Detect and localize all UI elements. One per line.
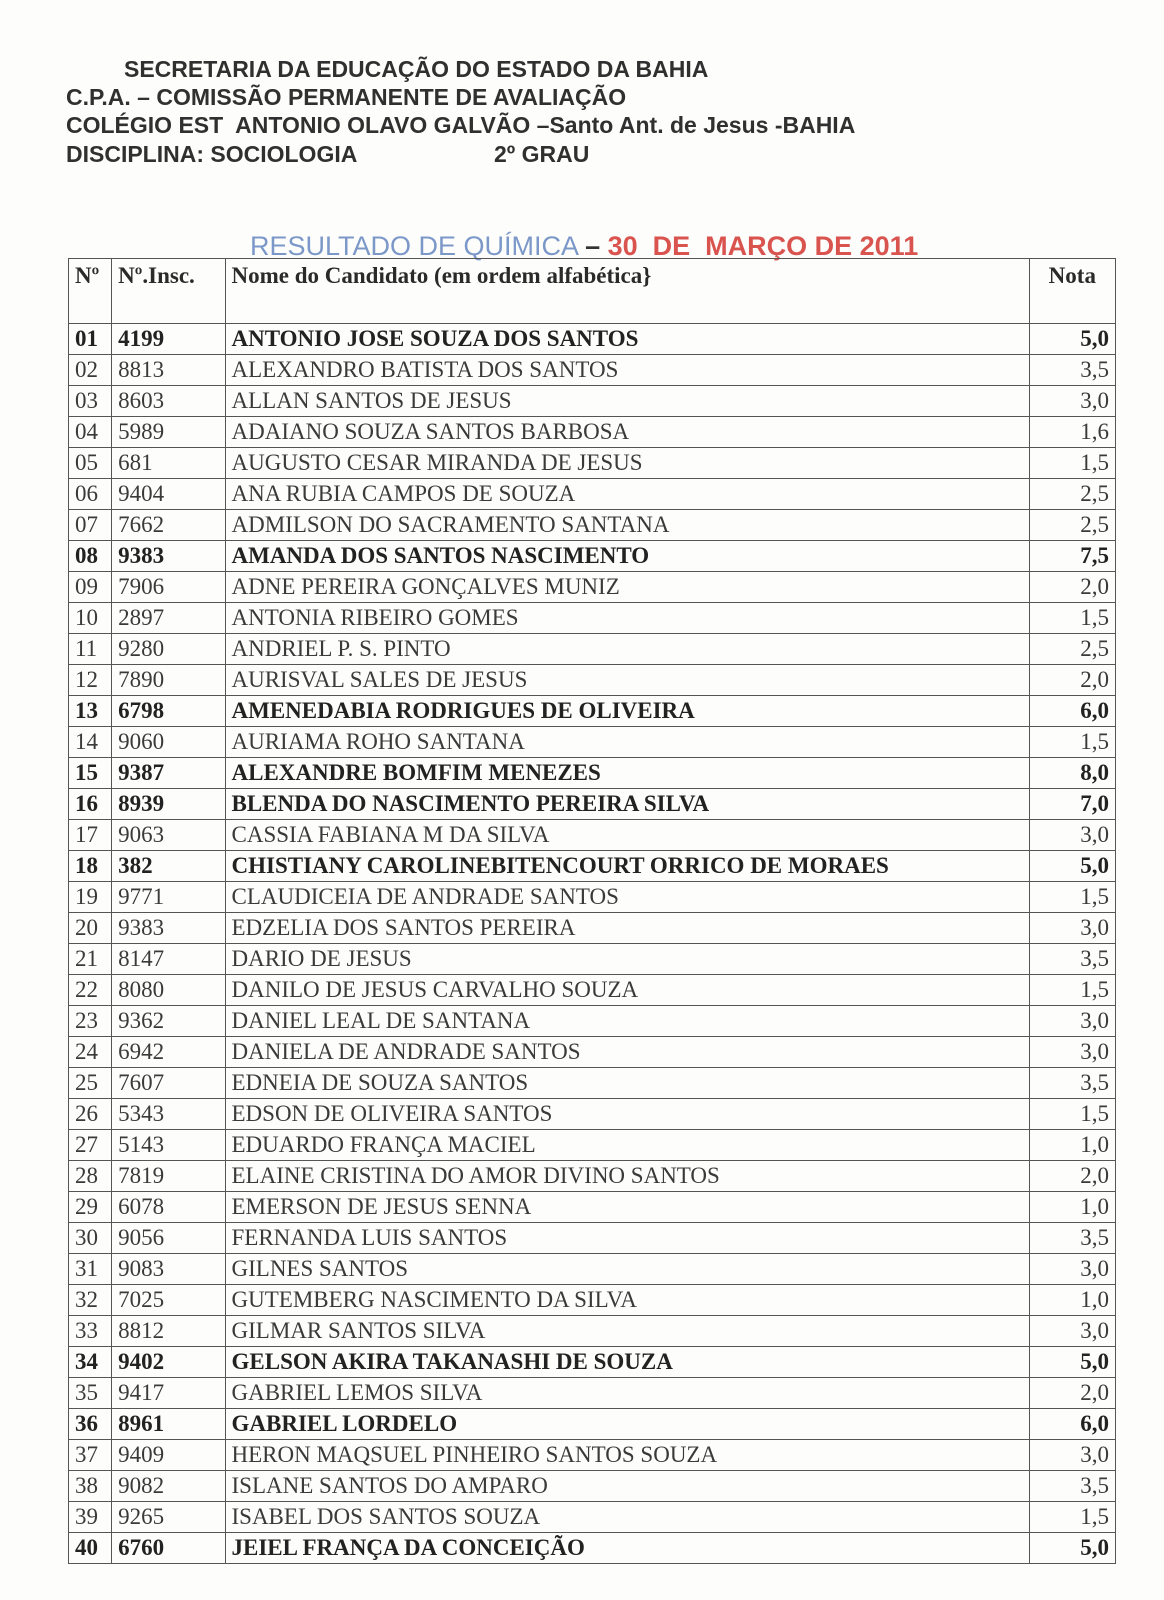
table-row [69, 1285, 1116, 1316]
cell-nome: EMERSON DE JESUS SENNA [225, 1192, 1029, 1223]
table-row [69, 355, 1116, 386]
results-table [68, 258, 1116, 1564]
cell-insc: 6798 [112, 696, 225, 727]
cell-nome: AMENEDABIA RODRIGUES DE OLIVEIRA [225, 696, 1029, 727]
table-row [69, 1409, 1116, 1440]
cell-nota: 2,0 [1029, 1378, 1115, 1409]
table-row [69, 758, 1116, 789]
table-row [69, 510, 1116, 541]
cell-nome: DANIEL LEAL DE SANTANA [225, 1006, 1029, 1037]
cell-nota: 3,0 [1029, 386, 1115, 417]
cell-insc: 9362 [112, 1006, 225, 1037]
cell-nome: FERNANDA LUIS SANTOS [225, 1223, 1029, 1254]
cell-insc: 5989 [112, 417, 225, 448]
table-row [69, 1502, 1116, 1533]
table-row [69, 1316, 1116, 1347]
cell-insc: 9060 [112, 727, 225, 758]
cell-insc: 9063 [112, 820, 225, 851]
cell-nome: JEIEL FRANÇA DA CONCEIÇÃO [225, 1533, 1029, 1564]
table-row [69, 479, 1116, 510]
cell-nota: 3,0 [1029, 913, 1115, 944]
cell-nota: 3,0 [1029, 820, 1115, 851]
table-row [69, 448, 1116, 479]
cell-nota: 3,5 [1029, 1068, 1115, 1099]
cell-no: 03 [69, 386, 112, 417]
table-row [69, 820, 1116, 851]
cell-insc: 5143 [112, 1130, 225, 1161]
cell-no: 31 [69, 1254, 112, 1285]
cell-nome: ANDRIEL P. S. PINTO [225, 634, 1029, 665]
cell-nota: 7,5 [1029, 541, 1115, 572]
cell-nome: HERON MAQSUEL PINHEIRO SANTOS SOUZA [225, 1440, 1029, 1471]
cell-no: 01 [69, 324, 112, 355]
table-row [69, 634, 1116, 665]
cell-insc: 9083 [112, 1254, 225, 1285]
header-nome: Nome do Candidato (em ordem alfabética} [225, 259, 1029, 324]
cell-insc: 681 [112, 448, 225, 479]
cell-nota: 1,5 [1029, 1099, 1115, 1130]
table-row [69, 1378, 1116, 1409]
cell-no: 22 [69, 975, 112, 1006]
cell-nota: 3,5 [1029, 944, 1115, 975]
cell-nota: 2,0 [1029, 665, 1115, 696]
cell-nota: 3,5 [1029, 1223, 1115, 1254]
cell-no: 32 [69, 1285, 112, 1316]
cell-insc: 9082 [112, 1471, 225, 1502]
cell-insc: 9383 [112, 913, 225, 944]
cell-insc: 7662 [112, 510, 225, 541]
cell-insc: 9056 [112, 1223, 225, 1254]
cell-nome: EDNEIA DE SOUZA SANTOS [225, 1068, 1029, 1099]
cell-no: 21 [69, 944, 112, 975]
title-date: 30 DE MARÇO DE 2011 [607, 231, 919, 261]
cell-insc: 8813 [112, 355, 225, 386]
table-row [69, 1130, 1116, 1161]
cell-no: 08 [69, 541, 112, 572]
cell-nota: 2,0 [1029, 572, 1115, 603]
table-row [69, 665, 1116, 696]
table-row [69, 944, 1116, 975]
page-title [235, 200, 918, 262]
table-row [69, 541, 1116, 572]
table-row [69, 1223, 1116, 1254]
cell-nota: 3,0 [1029, 1254, 1115, 1285]
table-row [69, 1347, 1116, 1378]
cell-nome: DANIELA DE ANDRADE SANTOS [225, 1037, 1029, 1068]
table-row [69, 882, 1116, 913]
cell-no: 36 [69, 1409, 112, 1440]
cell-insc: 7819 [112, 1161, 225, 1192]
cell-insc: 7607 [112, 1068, 225, 1099]
cell-insc: 2897 [112, 603, 225, 634]
cell-no: 30 [69, 1223, 112, 1254]
cell-nota: 1,5 [1029, 1502, 1115, 1533]
cell-insc: 5343 [112, 1099, 225, 1130]
cell-no: 26 [69, 1099, 112, 1130]
table-row [69, 1099, 1116, 1130]
table-row [69, 696, 1116, 727]
header-grau: 2º GRAU [494, 141, 590, 167]
table-row [69, 1037, 1116, 1068]
cell-insc: 9404 [112, 479, 225, 510]
cell-no: 27 [69, 1130, 112, 1161]
cell-nome: GABRIEL LEMOS SILVA [225, 1378, 1029, 1409]
cell-nota: 1,5 [1029, 975, 1115, 1006]
table-row [69, 603, 1116, 634]
cell-nota: 1,6 [1029, 417, 1115, 448]
cell-no: 16 [69, 789, 112, 820]
cell-nome: AUGUSTO CESAR MIRANDA DE JESUS [225, 448, 1029, 479]
header-cpa: C.P.A. – COMISSÃO PERMANENTE DE AVALIAÇÃO [66, 84, 627, 110]
cell-nome: AMANDA DOS SANTOS NASCIMENTO [225, 541, 1029, 572]
header-disciplina: DISCIPLINA: SOCIOLOGIA [66, 141, 358, 167]
cell-nota: 7,0 [1029, 789, 1115, 820]
cell-nome: ADNE PEREIRA GONÇALVES MUNIZ [225, 572, 1029, 603]
cell-nota: 3,5 [1029, 1471, 1115, 1502]
cell-no: 11 [69, 634, 112, 665]
cell-nome: CLAUDICEIA DE ANDRADE SANTOS [225, 882, 1029, 913]
table-row [69, 386, 1116, 417]
cell-insc: 9402 [112, 1347, 225, 1378]
header-nota: Nota [1029, 259, 1115, 324]
table-row [69, 1254, 1116, 1285]
cell-no: 06 [69, 479, 112, 510]
cell-nome: ANTONIO JOSE SOUZA DOS SANTOS [225, 324, 1029, 355]
cell-nome: ALEXANDRE BOMFIM MENEZES [225, 758, 1029, 789]
cell-no: 07 [69, 510, 112, 541]
cell-nota: 2,5 [1029, 634, 1115, 665]
cell-insc: 6078 [112, 1192, 225, 1223]
cell-nome: ADMILSON DO SACRAMENTO SANTANA [225, 510, 1029, 541]
cell-nota: 1,5 [1029, 727, 1115, 758]
cell-no: 23 [69, 1006, 112, 1037]
cell-nota: 1,0 [1029, 1130, 1115, 1161]
header-no: Nº [69, 259, 112, 324]
cell-no: 34 [69, 1347, 112, 1378]
cell-no: 28 [69, 1161, 112, 1192]
table-row [69, 1192, 1116, 1223]
table-row [69, 851, 1116, 882]
cell-no: 35 [69, 1378, 112, 1409]
cell-no: 14 [69, 727, 112, 758]
cell-nota: 1,0 [1029, 1285, 1115, 1316]
cell-nome: GILMAR SANTOS SILVA [225, 1316, 1029, 1347]
cell-nota: 1,5 [1029, 882, 1115, 913]
cell-insc: 9387 [112, 758, 225, 789]
table-row [69, 1440, 1116, 1471]
header-insc: Nº.Insc. [112, 259, 225, 324]
cell-nome: EDUARDO FRANÇA MACIEL [225, 1130, 1029, 1161]
cell-nome: EDZELIA DOS SANTOS PEREIRA [225, 913, 1029, 944]
cell-nota: 2,0 [1029, 1161, 1115, 1192]
cell-insc: 9383 [112, 541, 225, 572]
cell-no: 17 [69, 820, 112, 851]
cell-nota: 2,5 [1029, 510, 1115, 541]
cell-insc: 8961 [112, 1409, 225, 1440]
cell-nome: CHISTIANY CAROLINEBITENCOURT ORRICO DE MORAES [225, 851, 1029, 882]
cell-insc: 7890 [112, 665, 225, 696]
cell-no: 39 [69, 1502, 112, 1533]
cell-no: 33 [69, 1316, 112, 1347]
cell-nota: 3,5 [1029, 355, 1115, 386]
header-secretaria: SECRETARIA DA EDUCAÇÃO DO ESTADO DA BAHIA [124, 56, 709, 82]
cell-no: 24 [69, 1037, 112, 1068]
table-row [69, 417, 1116, 448]
cell-insc: 8812 [112, 1316, 225, 1347]
cell-no: 10 [69, 603, 112, 634]
cell-no: 25 [69, 1068, 112, 1099]
cell-insc: 382 [112, 851, 225, 882]
cell-nota: 3,0 [1029, 1037, 1115, 1068]
cell-insc: 9265 [112, 1502, 225, 1533]
cell-insc: 9409 [112, 1440, 225, 1471]
table-row [69, 1006, 1116, 1037]
cell-no: 40 [69, 1533, 112, 1564]
cell-insc: 8939 [112, 789, 225, 820]
cell-nome: ELAINE CRISTINA DO AMOR DIVINO SANTOS [225, 1161, 1029, 1192]
cell-insc: 8080 [112, 975, 225, 1006]
cell-nome: ALEXANDRO BATISTA DOS SANTOS [225, 355, 1029, 386]
cell-nome: DANILO DE JESUS CARVALHO SOUZA [225, 975, 1029, 1006]
cell-nota: 8,0 [1029, 758, 1115, 789]
cell-insc: 4199 [112, 324, 225, 355]
table-row [69, 1471, 1116, 1502]
cell-nota: 5,0 [1029, 1533, 1115, 1564]
cell-nota: 5,0 [1029, 851, 1115, 882]
cell-nome: AURIAMA ROHO SANTANA [225, 727, 1029, 758]
cell-no: 09 [69, 572, 112, 603]
cell-insc: 9280 [112, 634, 225, 665]
cell-nome: CASSIA FABIANA M DA SILVA [225, 820, 1029, 851]
cell-no: 04 [69, 417, 112, 448]
cell-insc: 6760 [112, 1533, 225, 1564]
cell-insc: 6942 [112, 1037, 225, 1068]
cell-nome: GABRIEL LORDELO [225, 1409, 1029, 1440]
title-subject: RESULTADO DE QUÍMICA [250, 231, 586, 261]
cell-nota: 5,0 [1029, 1347, 1115, 1378]
cell-nota: 2,5 [1029, 479, 1115, 510]
cell-insc: 9417 [112, 1378, 225, 1409]
title-dash: – [585, 231, 608, 261]
cell-no: 37 [69, 1440, 112, 1471]
cell-nome: ISLANE SANTOS DO AMPARO [225, 1471, 1029, 1502]
cell-nome: EDSON DE OLIVEIRA SANTOS [225, 1099, 1029, 1130]
table-row [69, 1161, 1116, 1192]
cell-no: 15 [69, 758, 112, 789]
cell-insc: 7906 [112, 572, 225, 603]
cell-no: 05 [69, 448, 112, 479]
cell-nome: GUTEMBERG NASCIMENTO DA SILVA [225, 1285, 1029, 1316]
table-row [69, 789, 1116, 820]
cell-nota: 3,0 [1029, 1440, 1115, 1471]
cell-nome: BLENDA DO NASCIMENTO PEREIRA SILVA [225, 789, 1029, 820]
cell-nome: AURISVAL SALES DE JESUS [225, 665, 1029, 696]
cell-nome: ISABEL DOS SANTOS SOUZA [225, 1502, 1029, 1533]
cell-no: 20 [69, 913, 112, 944]
cell-nome: ANTONIA RIBEIRO GOMES [225, 603, 1029, 634]
cell-no: 19 [69, 882, 112, 913]
cell-insc: 8603 [112, 386, 225, 417]
cell-nota: 1,0 [1029, 1192, 1115, 1223]
cell-nome: ALLAN SANTOS DE JESUS [225, 386, 1029, 417]
table-header-row [69, 259, 1116, 324]
cell-insc: 8147 [112, 944, 225, 975]
cell-insc: 9771 [112, 882, 225, 913]
cell-nome: DARIO DE JESUS [225, 944, 1029, 975]
table-row [69, 1533, 1116, 1564]
cell-nota: 6,0 [1029, 1409, 1115, 1440]
table-row [69, 727, 1116, 758]
cell-no: 02 [69, 355, 112, 386]
table-row [69, 324, 1116, 355]
header-colegio: COLÉGIO EST ANTONIO OLAVO GALVÃO –Santo Ant. de Jesus -BAHIA [66, 112, 856, 138]
cell-no: 18 [69, 851, 112, 882]
table-row [69, 1068, 1116, 1099]
cell-nome: GELSON AKIRA TAKANASHI DE SOUZA [225, 1347, 1029, 1378]
cell-no: 12 [69, 665, 112, 696]
cell-no: 13 [69, 696, 112, 727]
table-row [69, 572, 1116, 603]
table-body [69, 324, 1116, 1564]
cell-nome: ADAIANO SOUZA SANTOS BARBOSA [225, 417, 1029, 448]
cell-nome: GILNES SANTOS [225, 1254, 1029, 1285]
cell-no: 38 [69, 1471, 112, 1502]
cell-nota: 6,0 [1029, 696, 1115, 727]
cell-nota: 3,0 [1029, 1006, 1115, 1037]
cell-nota: 3,0 [1029, 1316, 1115, 1347]
cell-insc: 7025 [112, 1285, 225, 1316]
cell-nota: 1,5 [1029, 448, 1115, 479]
cell-nome: ANA RUBIA CAMPOS DE SOUZA [225, 479, 1029, 510]
table-row [69, 913, 1116, 944]
cell-nota: 5,0 [1029, 324, 1115, 355]
cell-nota: 1,5 [1029, 603, 1115, 634]
cell-no: 29 [69, 1192, 112, 1223]
table-row [69, 975, 1116, 1006]
